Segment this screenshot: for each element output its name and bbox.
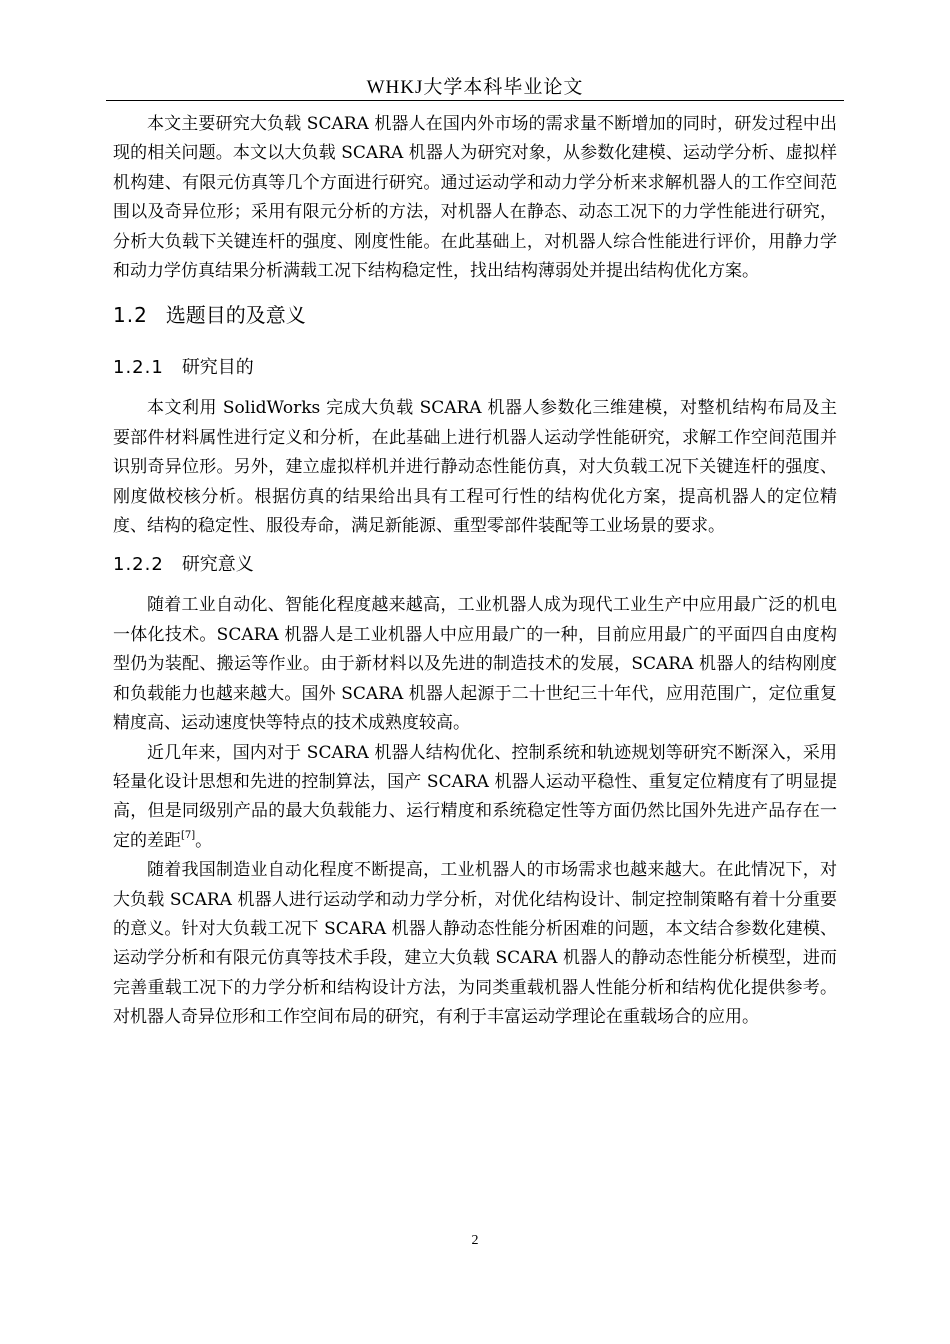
subsection-number: 1.2.1 bbox=[113, 357, 164, 379]
subsection-title: 研究目的 bbox=[181, 357, 254, 379]
citation-reference: [7] bbox=[181, 829, 196, 841]
page-number: 2 bbox=[471, 1233, 479, 1248]
subsection-heading-1-2-1 bbox=[113, 344, 837, 394]
header-rule bbox=[106, 100, 844, 101]
subsection-heading-1-2-2 bbox=[113, 541, 837, 591]
header-latin: WHKJ bbox=[366, 77, 424, 98]
header-title: 大学本科毕业论文 bbox=[423, 76, 584, 98]
intro-paragraph: 本文主要研究大负载 SCARA 机器人在国内外市场的需求量不断增加的同时，研发过程中出现的相关问题。本文以大负载 SCARA 机器人为研究对象，从参数化建模、运动学分析、虚拟样机构建、有限元仿真等几个方面进行研究。通过运动学和动力学分析来求解机器人的工作空间范围以及奇异位形；采用有限元分析的方法，对机器人在静态、动态工况下的力学性能进行研究，分析大负载下关键连杆的强度、刚度性能。在此基础上，对机器人综合性能进行评价，用静力学和动力学仿真结果分析满载工况下结构稳定性，找出结构薄弱处并提出结构优化方案。 bbox=[113, 114, 837, 282]
paragraph-end: 。 bbox=[195, 830, 213, 851]
section-title: 选题目的及意义 bbox=[165, 303, 306, 328]
subsection-title: 研究意义 bbox=[181, 554, 254, 576]
significance-paragraph-2 bbox=[113, 739, 837, 857]
significance-paragraph-1: 随着工业自动化、智能化程度越来越高，工业机器人成为现代工业生产中应用最广泛的机电一体化技术。SCARA 机器人是工业机器人中应用最广的一种，目前应用最广的平面四自由度构型仍为装配、搬运等作业。由于新材料以及先进的制造技术的发展，SCARA 机器人的结构刚度和负载能力也越来越大。国外 SCARA 机器人起源于二十世纪三十年代，应用范围广，定位重复精度高、运动速度快等特点的技术成熟度较高。 bbox=[113, 595, 837, 734]
subsection-number: 1.2.2 bbox=[113, 554, 164, 576]
page-body bbox=[113, 110, 837, 1033]
purpose-paragraph: 本文利用 SolidWorks 完成大负载 SCARA 机器人参数化三维建模，对整机结构布局及主要部件材料属性进行定义和分析，在此基础上进行机器人运动学性能研究，求解工作空间范围并识别奇异位形。另外，建立虚拟样机并进行静动态性能仿真，对大负载工况下关键连杆的强度、刚度做校核分析。根据仿真的结果给出具有工程可行性的结构优化方案，提高机器人的定位精度、结构的稳定性、服役寿命，满足新能源、重型零部件装配等工业场景的要求。 bbox=[113, 398, 837, 537]
significance-paragraph-3: 随着我国制造业自动化程度不断提高，工业机器人的市场需求也越来越大。在此情况下，对大负载 SCARA 机器人进行运动学和动力学分析，对优化结构设计、制定控制策略有着十分重要的意义。针对大负载工况下 SCARA 机器人静动态性能分析困难的问题，本文结合参数化建模、运动学分析和有限元仿真等技术手段，建立大负载 SCARA 机器人的静动态性能分析模型，进而完善重载工况下的力学分析和结构设计方法，为同类重载机器人性能分析和结构优化提供参考。对机器人奇异位形和工作空间布局的研究，有利于丰富运动学理论在重载场合的应用。 bbox=[113, 860, 837, 1028]
section-heading-1-2 bbox=[113, 286, 837, 344]
running-header bbox=[0, 72, 950, 99]
section-number: 1.2 bbox=[113, 303, 148, 328]
paragraph-text: 近几年来，国内对于 SCARA 机器人结构优化、控制系统和轨迹规划等研究不断深入，采用轻量化设计思想和先进的控制算法，国产 SCARA 机器人运动平稳性、重复定位精度有了明显提高，但是同级别产品的最大负载能力、运行精度和系统稳定性等方面仍然比国外先进产品存在一定的差距 bbox=[113, 742, 837, 851]
